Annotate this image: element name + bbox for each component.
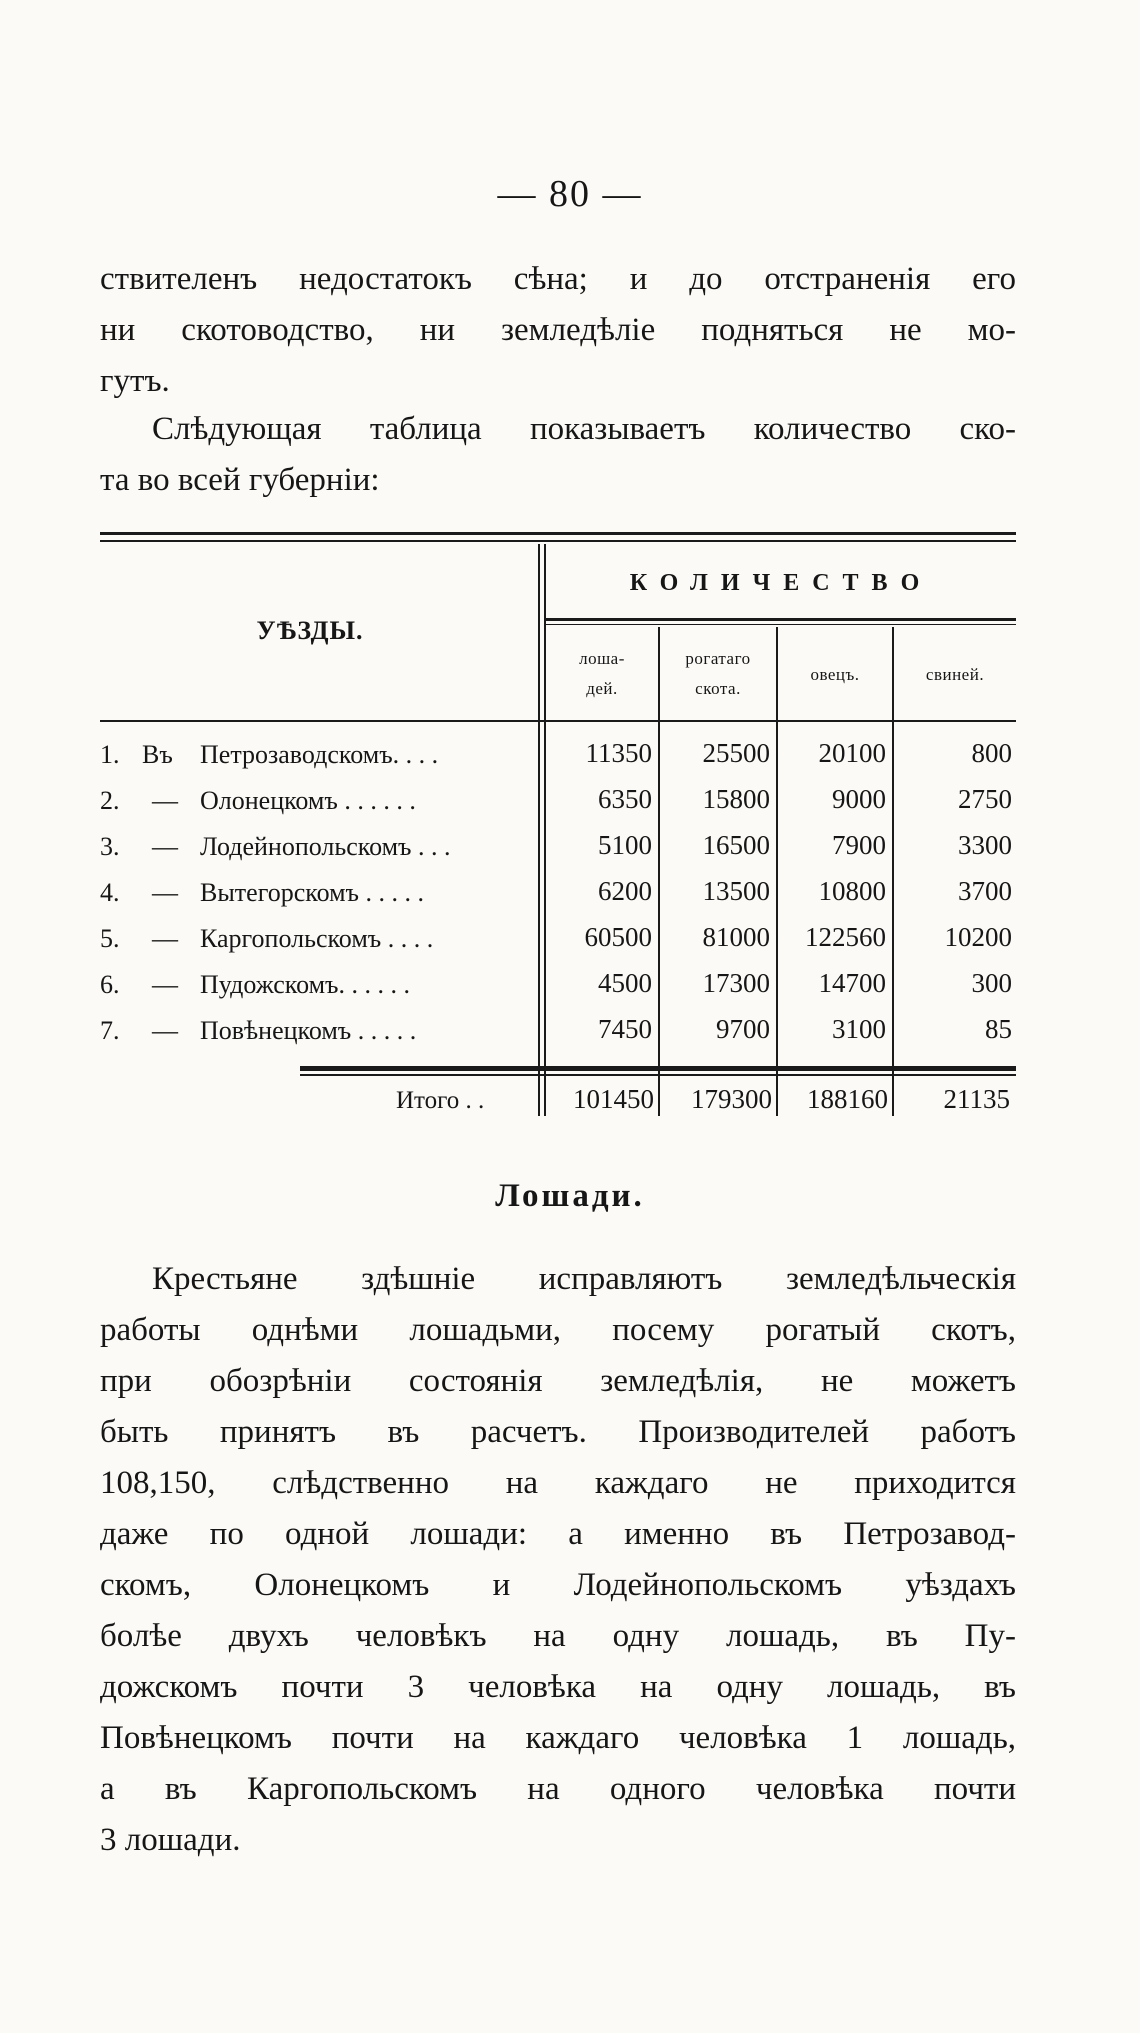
row-district: Каргопольскомъ . . . . [200,924,434,953]
value-horses: 5100 [598,830,652,860]
body-line: при обозрѣніи состоянія земледѣлія, не можетъ [100,1363,1016,1399]
table-divider [544,544,546,1116]
body-line: скомъ, Олонецкомъ и Лодейнопольскомъ уѣздахъ [100,1567,1016,1603]
quantity-header: КОЛИЧЕСТВО [629,570,933,596]
row-dash: — [152,1016,178,1045]
row-number: 7. [100,1016,120,1045]
row-district: Олонецкомъ . . . . . . [200,786,416,815]
value-horses: 11350 [585,738,652,768]
value-pigs: 10200 [944,922,1012,952]
livestock-table [100,532,1016,1132]
value-horses: 7450 [598,1014,652,1044]
row-district: Пудожскомъ. . . . . . [200,970,410,999]
col-divider [776,627,778,1116]
value-pigs: 800 [971,738,1012,768]
row-number: 1. [100,740,120,769]
value-sheep: 9000 [832,784,886,814]
value-sheep: 3100 [832,1014,886,1044]
row-number: 5. [100,924,120,953]
value-sheep: 14700 [818,968,886,998]
intro-line: ствителенъ недостатокъ сѣна; и до отстраненія его [100,261,1016,297]
total-sheep: 188160 [807,1084,888,1114]
total-cattle: 179300 [691,1084,772,1114]
row-dash: — [152,970,178,999]
header-rule [546,618,1016,621]
value-pigs: 300 [971,968,1012,998]
totals-rule [300,1066,1016,1071]
row-number: 3. [100,832,120,861]
col-header-line: дей. [586,679,618,698]
body-line: даже по одной лошади: а именно въ Петрозавод- [100,1516,1016,1552]
value-cattle: 17300 [702,968,770,998]
col-header-line: скота. [695,679,741,698]
row-number: 4. [100,878,120,907]
section-title: Лошади. [495,1178,645,1214]
value-horses: 4500 [598,968,652,998]
col-header-line: лоша- [579,649,625,668]
body-line: болѣе двухъ человѣкъ на одну лошадь, въ Пу- [100,1618,1016,1654]
col-header-line: овецъ. [810,665,860,684]
col-header-horses [546,644,658,704]
body-line: а въ Каргопольскомъ на одного человѣка почти [100,1771,1016,1807]
row-dash: — [152,924,178,953]
value-cattle: 15800 [702,784,770,814]
value-horses: 6200 [598,876,652,906]
intro-line: ни скотоводство, ни земледѣліе подняться не мо- [100,312,1016,348]
header-rule-thin [546,624,1016,625]
table-divider [538,544,540,1116]
totals-rule-thin [300,1074,1016,1076]
row-number: 6. [100,970,120,999]
lead-line: Слѣдующая таблица показываетъ количество ско- [152,411,1016,447]
page-number: — 80 — [497,173,643,215]
body-line: 108,150, слѣдственно на каждаго не приходится [100,1465,1016,1501]
col-header-line: рогатаго [685,649,751,668]
body-line: 3 лошади. [100,1822,241,1858]
row-number: 2. [100,786,120,815]
value-sheep: 122560 [805,922,886,952]
body-line: работы однѣми лошадьми, посему рогатый скотъ, [100,1312,1016,1348]
value-sheep: 10800 [818,876,886,906]
col-header-sheep [778,660,892,690]
body-line: Повѣнецкомъ почти на каждаго человѣка 1 лошадь, [100,1720,1016,1756]
districts-header: УѢЗДЫ. [256,616,364,645]
col-header-line: свиней. [925,665,985,684]
value-sheep: 7900 [832,830,886,860]
col-header-cattle [660,644,776,704]
row-district: Лодейнопольскомъ . . . [200,832,451,861]
value-pigs: 3300 [958,830,1012,860]
value-cattle: 81000 [702,922,770,952]
header-bottom-rule [100,720,1016,722]
row-district: Вытегорскомъ . . . . . [200,878,424,907]
table-top-rule-thin [100,540,1016,542]
body-paragraph [100,1254,1016,1866]
intro-line: гутъ. [100,363,170,399]
value-pigs: 3700 [958,876,1012,906]
body-line: быть принятъ въ расчетъ. Производителей работъ [100,1414,1016,1450]
value-sheep: 20100 [818,738,886,768]
row-district: Повѣнецкомъ . . . . . [200,1016,417,1045]
table-top-rule [100,532,1016,535]
row-district: Петрозаводскомъ. . . . [200,740,439,769]
value-horses: 6350 [598,784,652,814]
col-header-pigs [894,660,1016,690]
total-horses: 101450 [573,1084,654,1114]
value-cattle: 25500 [702,738,770,768]
lead-line: та во всей губерніи: [100,462,380,498]
col-divider [892,627,894,1116]
row-dash: Въ [142,740,173,769]
value-pigs: 2750 [958,784,1012,814]
row-dash: — [152,878,178,907]
value-horses: 60500 [584,922,652,952]
total-pigs: 21135 [943,1084,1010,1114]
row-dash: — [152,786,178,815]
row-dash: — [152,832,178,861]
value-pigs: 85 [985,1014,1012,1044]
body-line: дожскомъ почти 3 человѣка на одну лошадь, въ [100,1669,1016,1705]
intro-paragraph [100,254,1016,407]
totals-label: Итого . . [396,1087,485,1114]
col-divider [658,627,660,1116]
value-cattle: 16500 [702,830,770,860]
body-line: Крестьяне здѣшніе исправляютъ земледѣльческія [152,1261,1016,1297]
value-cattle: 13500 [702,876,770,906]
lead-paragraph [100,404,1016,506]
value-cattle: 9700 [716,1014,770,1044]
